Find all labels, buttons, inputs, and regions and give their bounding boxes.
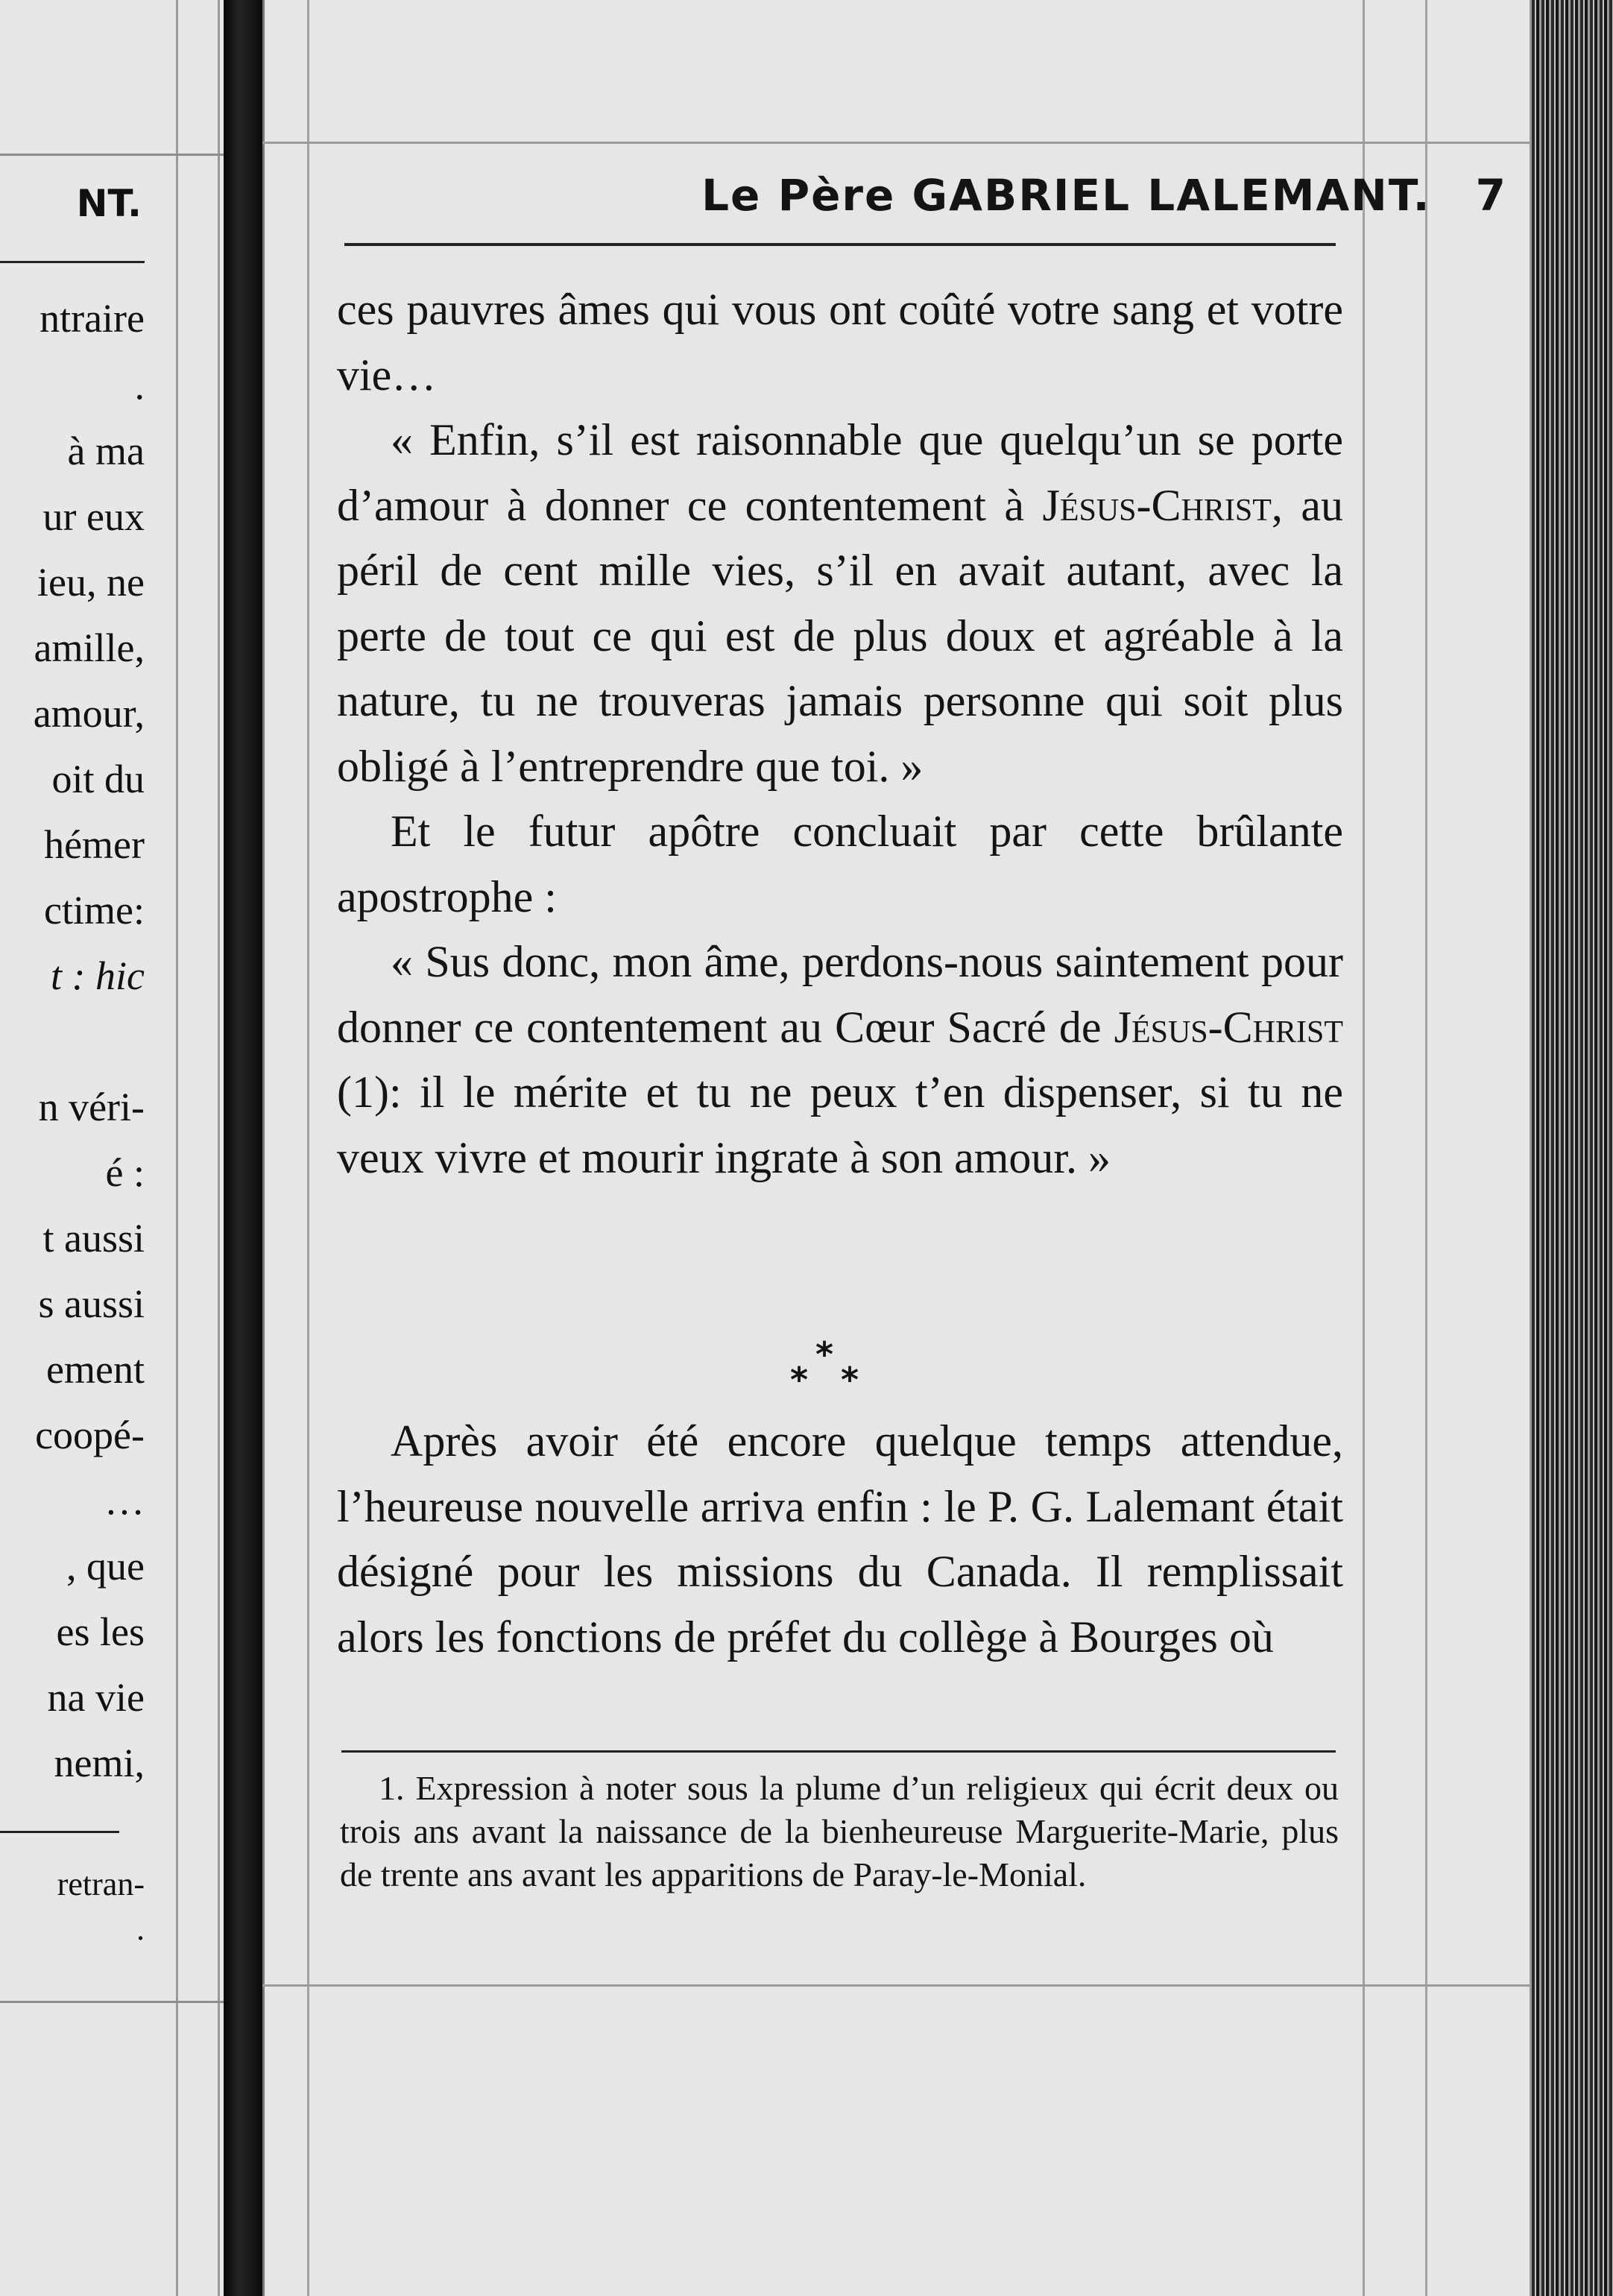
left-page-text-fragment: ement: [46, 1347, 145, 1392]
asterism-star: *: [815, 1334, 834, 1375]
left-page-text-fragment: nemi,: [54, 1741, 145, 1785]
left-page-text-fragment: ntraire: [40, 296, 145, 341]
page-stack-edge: [1530, 0, 1613, 2296]
left-page-text-fragment: t : hic: [51, 953, 145, 998]
text-run: « Enfin, s’il est raisonnable que quelqu’un se porte d’amour à donner ce contentement à J: [337, 415, 1343, 530]
left-page-frame-line: [176, 0, 178, 2296]
asterism-star: *: [790, 1360, 809, 1400]
paragraph: ces pauvres âmes qui vous ont coûté votre sang et votre vie…: [337, 285, 1343, 400]
asterism: [784, 1334, 874, 1401]
left-page-text-fragment: ur eux: [42, 494, 145, 539]
left-page-text-fragment: , que: [66, 1544, 145, 1589]
left-page-text-fragment: retran-: [57, 1866, 145, 1902]
footnote-number: 1.: [379, 1769, 405, 1807]
page-frame-line: [307, 0, 309, 2296]
main-text: [337, 277, 1343, 1190]
left-page-text-fragment: na vie: [47, 1675, 145, 1720]
left-page-text-fragment: s aussi: [38, 1281, 145, 1326]
paragraph: Et le futur apôtre concluait par cette brûlante apostrophe :: [337, 807, 1343, 921]
left-page-frame-line: [0, 154, 224, 156]
page-frame-line: [262, 142, 1530, 144]
left-page-text-fragment: amille,: [34, 625, 145, 670]
asterism-star: *: [841, 1360, 859, 1400]
small-caps-run: ésus-Christ: [1059, 480, 1272, 530]
left-page-text-fragment: NT.: [76, 182, 142, 225]
left-page-text-fragment: ctime:: [44, 888, 145, 933]
page-frame-line: [262, 1984, 1530, 1987]
running-title: Le Père GABRIEL LALEMANT.: [701, 170, 1431, 221]
left-page-text-fragment: .: [134, 363, 145, 408]
left-page-text-fragment: t aussi: [42, 1216, 145, 1261]
paragraph: Après avoir été encore quelque temps attendue, l’heureuse nouvelle arriva enfin : le P. G. Lalemant était désigné pour les missions du Canada. Il remplissait alors les fonctions de préfet du collège à Bourges où: [337, 1416, 1343, 1662]
left-page-text-fragment: hémer: [44, 822, 145, 867]
left-page-text-fragment: .: [136, 1911, 145, 1947]
left-page-footnote-rule: [0, 1831, 119, 1833]
page-frame-line: [1425, 0, 1427, 2296]
footnote-paragraph: [340, 1767, 1339, 1896]
footnote: [340, 1767, 1339, 1896]
main-text-continued: [337, 1409, 1343, 1670]
left-page-text-fragment: oit du: [51, 757, 145, 801]
left-page-text-fragment: n véri-: [38, 1085, 145, 1129]
left-page-text-fragment: é :: [105, 1150, 145, 1195]
text-run: , au péril de cent mille vies, s’il en avait autant, avec la perte de tout ce qui est de plus doux et agréable à la nature, tu ne trouveras jamais personne qui soit plus obligé à l’entreprendre que toi. »: [337, 480, 1343, 791]
header-rule: [344, 243, 1336, 246]
left-page-text-fragment: à ma: [67, 429, 145, 473]
page-number: 7: [1475, 170, 1507, 221]
book-gutter: [224, 0, 262, 2296]
page-frame-line: [262, 0, 265, 2296]
text-run: : il le mérite et tu ne peux t’en dispenser, si tu ne veux vivre et mourir ingrate à son amour. »: [337, 1067, 1343, 1182]
left-page-text-fragment: …: [104, 1478, 145, 1523]
book-page: [262, 0, 1530, 2296]
left-page-text-fragment: coopé-: [35, 1413, 145, 1457]
footnote-rule: [341, 1750, 1336, 1753]
left-page-text-fragment: es les: [56, 1609, 145, 1654]
text-run: « Sus donc, mon âme, perdons-nous saintement pour donner ce contentement au Cœur Sacré de J: [337, 937, 1343, 1052]
footnote-text: Expression à noter sous la plume d’un religieux qui écrit deux ou trois ans avant la naissance de la bienheureuse Marguerite-Marie, plus de trente ans avant les apparitions de Paray-le-Monial.: [340, 1769, 1339, 1893]
paragraph: [337, 930, 1343, 1190]
small-caps-run: ésus-Christ: [1131, 1002, 1343, 1052]
left-page-frame-line: [0, 2001, 224, 2003]
left-page-frame-line: [218, 0, 220, 2296]
left-page-header-rule: [0, 261, 145, 263]
page-frame-line: [1363, 0, 1365, 2296]
left-page-text-fragment: ieu, ne: [37, 560, 145, 605]
paragraph: [337, 408, 1343, 799]
footnote-reference: (1): [337, 1067, 389, 1117]
left-facing-page: [0, 0, 224, 2296]
left-page-text-fragment: amour,: [33, 691, 145, 736]
running-head: [411, 170, 1507, 222]
